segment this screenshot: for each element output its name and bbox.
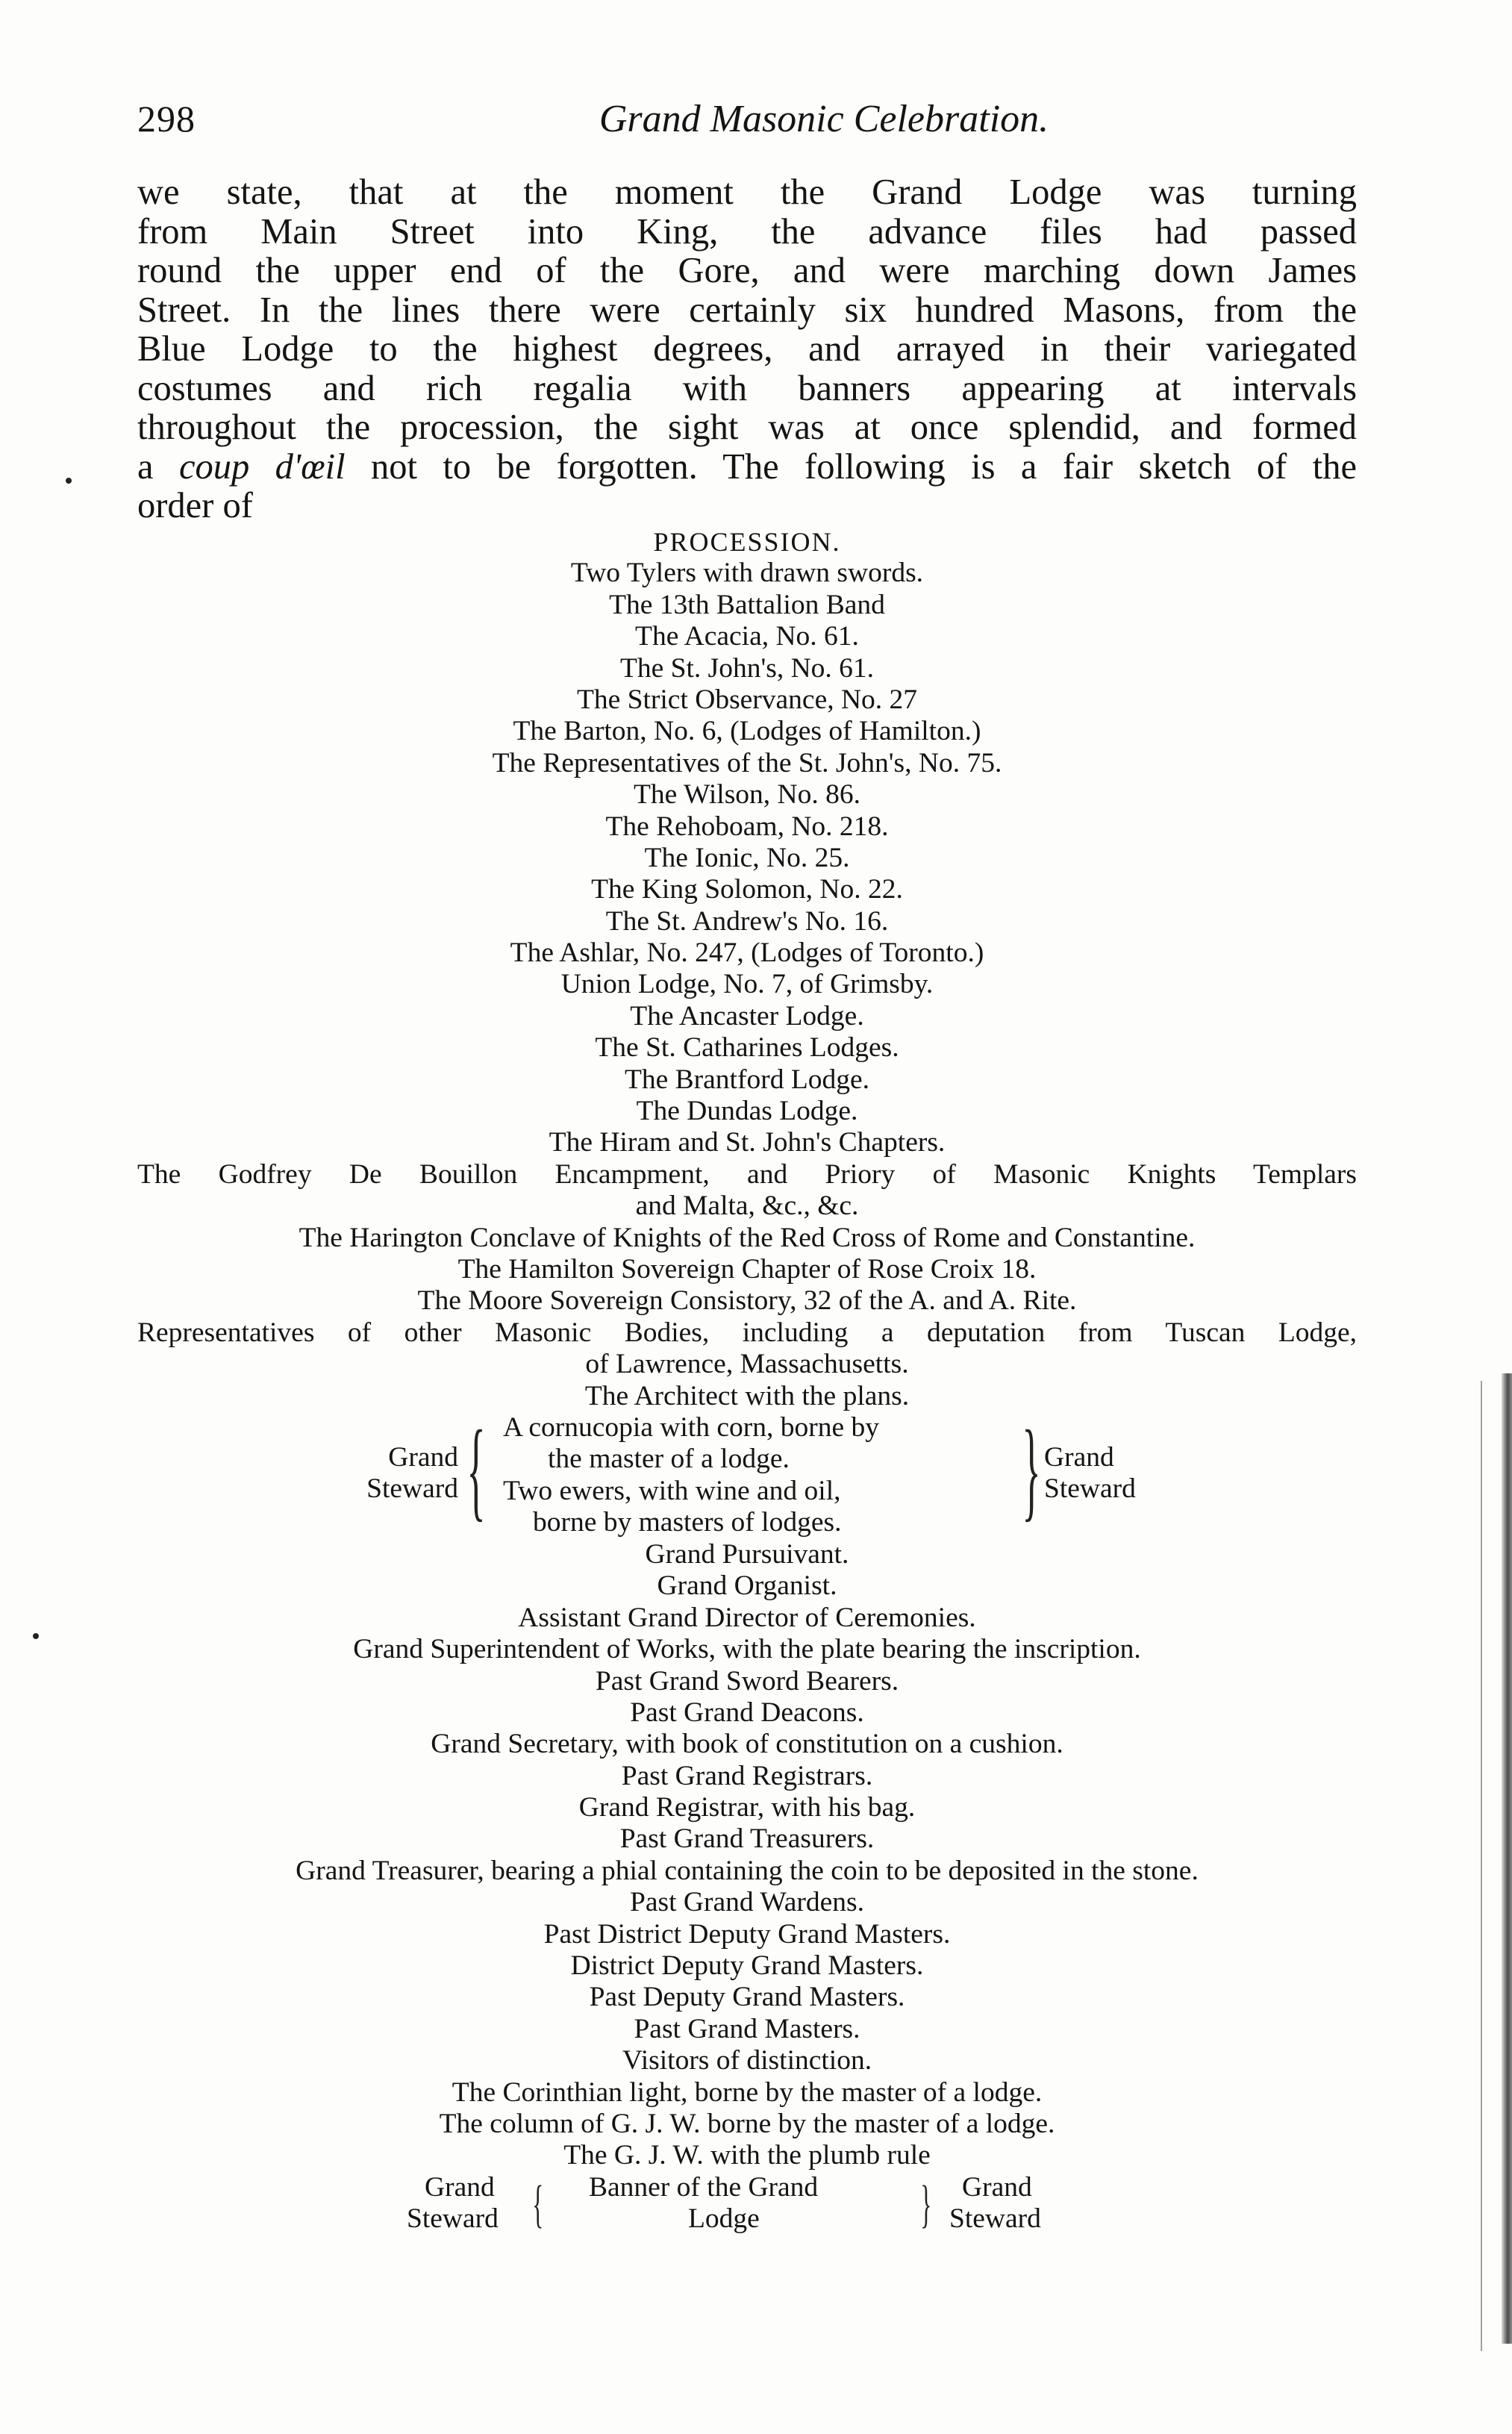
brace-line: Two ewers, with wine and oil, <box>503 1475 841 1506</box>
procession-item: The Hamilton Sovereign Chapter of Rose Croix 18. <box>457 1253 1037 1285</box>
scan-speck <box>33 1633 39 1639</box>
left-steward-label <box>346 1442 458 1505</box>
steward-brace-group <box>137 1407 1357 1539</box>
procession-item: The King Solomon, No. 22. <box>591 874 903 905</box>
running-title: Grand Masonic Celebration. <box>599 98 1049 140</box>
steward-word: Steward <box>366 1473 458 1505</box>
procession-item: The Godfrey De Bouillon Encampment, and Priory of Masonic Knights Templars <box>137 1158 1357 1190</box>
paragraph-line: we state, that at the moment the Grand Lodge was turning <box>137 172 1357 212</box>
procession-item: The Harington Conclave of Knights of the Red Cross of Rome and Constantine. <box>299 1222 1196 1253</box>
right-brace-icon: } <box>920 2175 932 2233</box>
procession-item: The St. John's, No. 61. <box>619 652 875 684</box>
procession-item: The Ancaster Lodge. <box>630 1000 864 1032</box>
paragraph-line: Blue Lodge to the highest degrees, and arrayed in their variegated <box>137 329 1357 369</box>
paragraph-line: order of <box>137 486 253 525</box>
procession-item: The Architect with the plans. <box>584 1380 910 1411</box>
paragraph-line: costumes and rich regalia with banners appearing at intervals <box>137 368 1357 408</box>
steward-word: Steward <box>407 2203 499 2234</box>
procession-item: The St. Andrew's No. 16. <box>605 905 889 937</box>
procession-group-officers <box>137 1539 1357 2172</box>
procession-item: The Wilson, No. 86. <box>633 779 861 811</box>
procession-item: Past Grand Wardens. <box>630 1887 864 1918</box>
procession-item: Past Deputy Grand Masters. <box>589 1982 905 2013</box>
procession-item: The G. J. W. with the plumb rule <box>563 2140 931 2171</box>
procession-item: Two Tylers with drawn swords. <box>570 558 924 589</box>
procession-group-lodges <box>137 558 1357 1158</box>
procession-item: The 13th Battalion Band <box>609 589 885 620</box>
italic-phrase: coup d'œil <box>178 446 346 487</box>
procession-item: District Deputy Grand Masters. <box>570 1950 924 1982</box>
steward-word: Steward <box>949 2203 1041 2234</box>
procession-item: of Lawrence, Massachusetts. <box>585 1349 909 1380</box>
paragraph-line: throughout the procession, the sight was at once splendid, and formed <box>137 408 1357 447</box>
line-suffix: not to be forgotten. The following is a fair sketch of the <box>345 446 1357 487</box>
banner-line: Banner of the Grand <box>589 2171 819 2203</box>
scan-speck <box>66 478 72 484</box>
brace-line: borne by masters of lodges. <box>533 1507 842 1538</box>
steward-word: Grand <box>388 1441 458 1473</box>
page-number: 298 <box>137 98 196 140</box>
steward-word: Grand <box>425 2171 495 2203</box>
scan-edge-shadow <box>1502 1373 1512 2344</box>
procession-item: The Barton, No. 6, (Lodges of Hamilton.) <box>513 716 981 747</box>
procession-item: Union Lodge, No. 7, of Grimsby. <box>560 969 934 1000</box>
steward-word: Grand <box>962 2171 1032 2203</box>
procession-item: The Rehoboam, No. 218. <box>605 811 889 842</box>
paragraph-line: round the upper end of the Gore, and were marching down James <box>137 251 1357 290</box>
left-brace-icon: { <box>466 1407 486 1532</box>
procession-item: and Malta, &c., &c. <box>635 1191 859 1222</box>
procession-item: Grand Organist. <box>657 1570 837 1602</box>
running-header <box>137 97 1369 157</box>
procession-item: Grand Treasurer, bearing a phial containing the coin to be deposited in the stone. <box>296 1855 1199 1886</box>
paragraph-line <box>137 448 1357 487</box>
banner-line: Lodge <box>688 2203 760 2234</box>
line-prefix: a <box>137 446 179 487</box>
procession-item: The column of G. J. W. borne by the master of a lodge. <box>439 2108 1055 2139</box>
procession-group-orders <box>137 1223 1357 1317</box>
procession-item: Past Grand Registrars. <box>621 1760 873 1791</box>
brace-line: A cornucopia with corn, borne by <box>503 1411 880 1443</box>
right-steward-label <box>1044 1442 1171 1505</box>
procession-item: The St. Catharines Lodges. <box>595 1032 899 1064</box>
steward-word: Steward <box>1044 1473 1136 1505</box>
procession-item: The Ashlar, No. 247, (Lodges of Toronto.) <box>510 937 984 969</box>
brace-center-text <box>503 1412 1010 1539</box>
procession-item: Past Grand Sword Bearers. <box>595 1665 899 1697</box>
procession-item: The Strict Observance, No. 27 <box>576 684 918 715</box>
procession-item: The Corinthian light, borne by the master of a lodge. <box>452 2076 1043 2108</box>
procession-item: The Ionic, No. 25. <box>644 842 850 873</box>
procession-item: The Hiram and St. John's Chapters. <box>549 1127 946 1158</box>
procession-item: The Brantford Lodge. <box>624 1064 869 1095</box>
procession-item: Past Grand Masters. <box>634 2013 860 2044</box>
procession-item: The Representatives of the St. John's, No. 75. <box>492 747 1002 778</box>
procession-item: Grand Pursuivant. <box>645 1538 849 1570</box>
right-brace-icon: } <box>1022 1407 1041 1532</box>
procession-item: Past Grand Deacons. <box>630 1697 864 1728</box>
body-paragraph <box>137 173 1357 526</box>
procession-item: Grand Superintendent of Works, with the plate bearing the inscription. <box>353 1634 1141 1665</box>
procession-item: Past Grand Treasurers. <box>619 1823 875 1855</box>
brace-line: the master of a lodge. <box>548 1444 790 1475</box>
paragraph-line: Street. In the lines there were certainly six hundred Masons, from the <box>137 290 1357 330</box>
procession-item: The Moore Sovereign Consistory, 32 of the A. and A. Rite. <box>417 1285 1077 1317</box>
procession-list <box>137 526 1357 2239</box>
procession-item: The Dundas Lodge. <box>636 1096 858 1127</box>
procession-item: Representatives of other Masonic Bodies, including a deputation from Tuscan Lodge, <box>137 1317 1357 1348</box>
procession-item: Visitors of distinction. <box>622 2045 872 2076</box>
procession-item: Grand Secretary, with book of constitution on a cushion. <box>431 1729 1063 1760</box>
procession-item: Past District Deputy Grand Masters. <box>543 1918 951 1950</box>
procession-item: The Acacia, No. 61. <box>635 621 859 652</box>
procession-heading: PROCESSION. <box>653 527 841 557</box>
left-brace-icon: { <box>532 2175 544 2233</box>
scan-edge-line <box>1481 1381 1482 2351</box>
procession-item: Grand Registrar, with his bag. <box>578 1792 916 1823</box>
steward-word: Grand <box>1044 1441 1114 1473</box>
procession-item: Assistant Grand Director of Ceremonies. <box>518 1602 976 1633</box>
paragraph-line: from Main Street into King, the advance files had passed <box>137 211 1357 252</box>
banner-brace-group <box>137 2172 1357 2239</box>
